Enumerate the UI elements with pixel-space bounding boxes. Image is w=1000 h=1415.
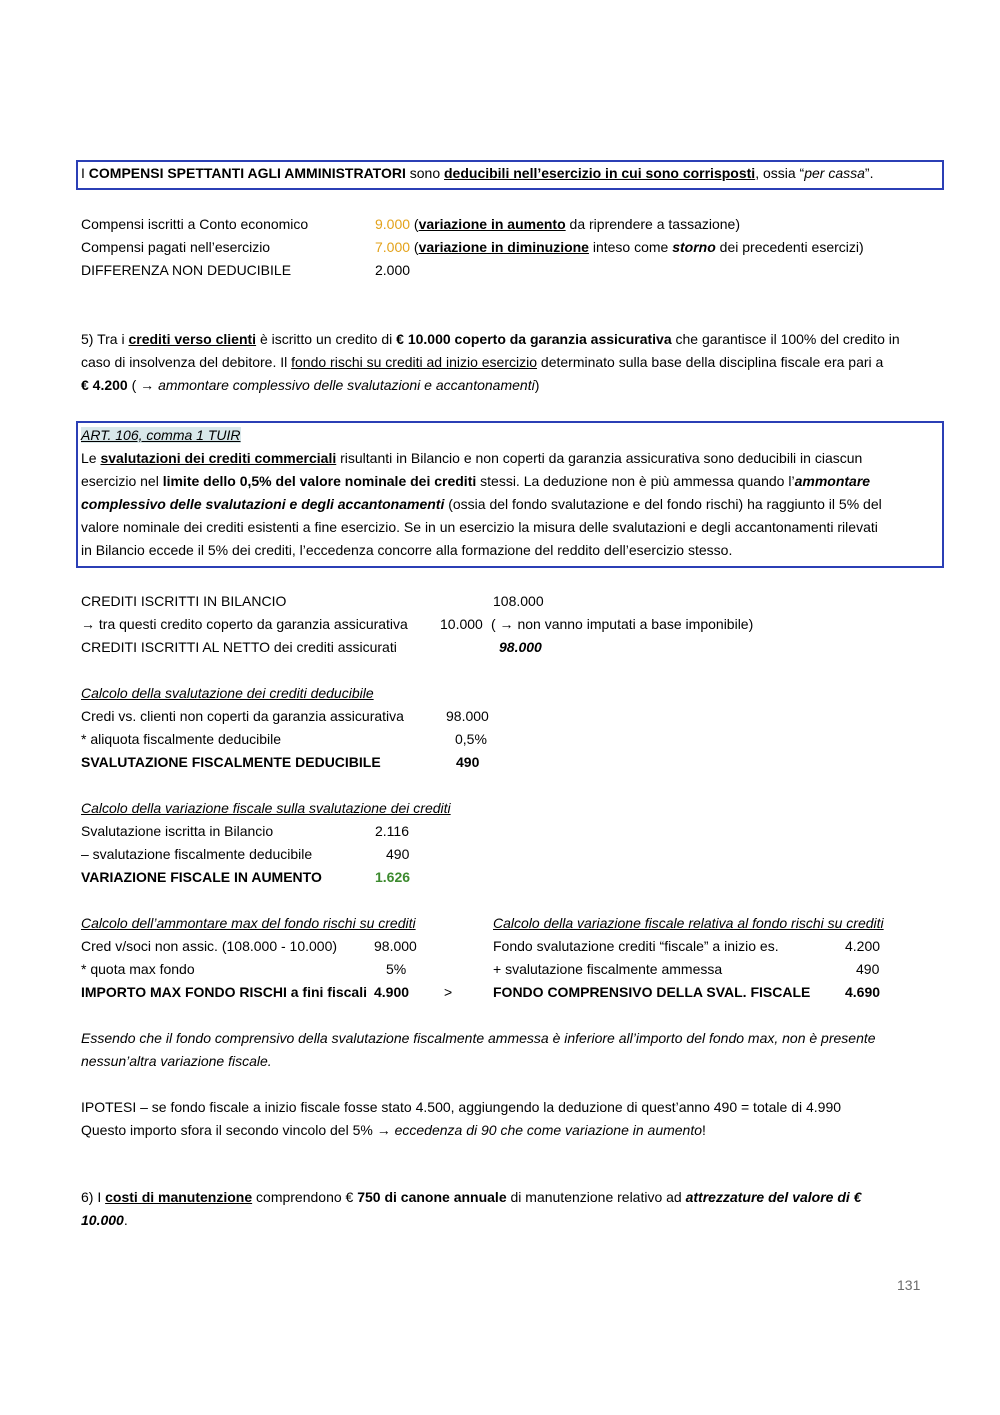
compensi-row-value: 2.000 — [375, 262, 411, 278]
fmax-label: IMPORTO MAX FONDO RISCHI a fini fiscali — [81, 984, 367, 1000]
vfr-value: 4.690 — [845, 984, 881, 1000]
sval-value: 0,5% — [455, 731, 487, 747]
varf-value: 490 — [386, 846, 410, 862]
varf-value: 2.116 — [375, 823, 409, 839]
conclusion-line: Essendo che il fondo comprensivo della svalutazione fiscalmente ammessa è inferiore all’importo del fondo max, non è presente — [81, 1030, 876, 1046]
crediti-label: → tra questi credito coperto da garanzia assicurativa — [81, 616, 408, 632]
compensi-row-label: Compensi pagati nell’esercizio — [81, 239, 271, 255]
vfr-label: + svalutazione fiscalmente ammessa — [493, 961, 723, 977]
crediti-label: CREDITI ISCRITTI AL NETTO dei crediti assicurati — [81, 639, 397, 655]
section-title: Calcolo della variazione fiscale sulla svalutazione dei crediti — [81, 800, 451, 816]
varf-label: VARIAZIONE FISCALE IN AUMENTO — [81, 869, 322, 885]
paragraph-5-line: caso di insolvenza del debitore. Il fondo rischi su crediti ad inizio esercizio determinato sulla base della disciplina fiscale era pari a — [81, 354, 884, 370]
fmax-label: Cred v/soci non assic. (108.000 - 10.000) — [81, 938, 338, 954]
fmax-value: 98.000 — [374, 938, 417, 954]
sval-value: 98.000 — [446, 708, 489, 724]
fmax-label: * quota max fondo — [81, 961, 195, 977]
sval-label: * aliquota fiscalmente deducibile — [81, 731, 282, 747]
article-line: valore nominale dei crediti esistenti a fine esercizio. Se in un esercizio la misura delle svalutazioni e degli accantonamenti rilevati — [81, 519, 878, 535]
hypothesis-line: Questo importo sfora il secondo vincolo del 5% → eccedenza di 90 che come variazione in aumento! — [81, 1122, 706, 1138]
section-title: Calcolo della svalutazione dei crediti deducibile — [81, 685, 374, 701]
crediti-label: CREDITI ISCRITTI IN BILANCIO — [81, 593, 287, 609]
varf-value: 1.626 — [375, 869, 411, 885]
vfr-label: FONDO COMPRENSIVO DELLA SVAL. FISCALE — [493, 984, 811, 1000]
article-title: ART. 106, comma 1 TUIR — [81, 427, 241, 443]
compensi-row-label: DIFFERENZA NON DEDUCIBILE — [81, 262, 292, 278]
compensi-row-value: 7.000 (variazione in diminuzione inteso come storno dei precedenti esercizi) — [375, 239, 864, 255]
sval-value: 490 — [456, 754, 480, 770]
vfr-value: 490 — [856, 961, 880, 977]
sval-label: SVALUTAZIONE FISCALMENTE DEDUCIBILE — [81, 754, 381, 770]
page-number: 131 — [897, 1277, 921, 1293]
compensi-definition: I COMPENSI SPETTANTI AGLI AMMINISTRATORI sono deducibili nell’esercizio in cui sono corrisposti, ossia “per cassa”. — [81, 165, 874, 181]
greater-than-sign: > — [444, 984, 453, 1000]
paragraph-5-line: € 4.200 ( → ammontare complessivo delle svalutazioni e accantonamenti) — [81, 377, 540, 393]
paragraph-6-line: 10.000. — [81, 1212, 128, 1228]
crediti-value: 10.000 — [440, 616, 483, 632]
paragraph-5-line: 5) Tra i crediti verso clienti è iscritto un credito di € 10.000 coperto da garanzia assicurativa che garantisce il 100% del credito in — [81, 331, 900, 347]
crediti-value: 98.000 — [499, 639, 542, 655]
compensi-row-value: 9.000 (variazione in aumento da riprendere a tassazione) — [375, 216, 740, 232]
article-line: complessivo delle svalutazioni e degli accantonamenti (ossia del fondo svalutazione e del fondo rischi) ha raggiunto il 5% del — [81, 496, 882, 512]
varf-label: Svalutazione iscritta in Bilancio — [81, 823, 274, 839]
fmax-value: 5% — [386, 961, 407, 977]
hypothesis-line: IPOTESI – se fondo fiscale a inizio fiscale fosse stato 4.500, aggiungendo la deduzione di quest’anno 490 = totale di 4.990 — [81, 1099, 842, 1115]
paragraph-6-line: 6) I costi di manutenzione comprendono € 750 di canone annuale di manutenzione relativo ad attrezzature del valore di € — [81, 1189, 862, 1205]
vfr-value: 4.200 — [845, 938, 881, 954]
vfr-label: Fondo svalutazione crediti “fiscale” a inizio es. — [493, 938, 779, 954]
sval-label: Credi vs. clienti non coperti da garanzia assicurativa — [81, 708, 404, 724]
section-title: Calcolo della variazione fiscale relativa al fondo rischi su crediti — [493, 915, 884, 931]
section-title: Calcolo dell’ammontare max del fondo rischi su crediti — [81, 915, 416, 931]
crediti-note: ( → non vanno imputati a base imponibile) — [491, 616, 754, 632]
crediti-value: 108.000 — [493, 593, 544, 609]
fmax-value: 4.900 — [374, 984, 410, 1000]
article-line: in Bilancio eccede il 5% dei crediti, l’eccedenza concorre alla formazione del reddito dell’esercizio stesso. — [81, 542, 733, 558]
compensi-row-label: Compensi iscritti a Conto economico — [81, 216, 309, 232]
article-line: esercizio nel limite dello 0,5% del valore nominale dei crediti stessi. La deduzione non è più ammessa quando l’ammontare — [81, 473, 871, 489]
varf-label: – svalutazione fiscalmente deducibile — [81, 846, 313, 862]
article-line: Le svalutazioni dei crediti commerciali risultanti in Bilancio e non coperti da garanzia assicurativa sono deducibili in ciascun — [81, 450, 863, 466]
conclusion-line: nessun’altra variazione fiscale. — [81, 1053, 272, 1069]
